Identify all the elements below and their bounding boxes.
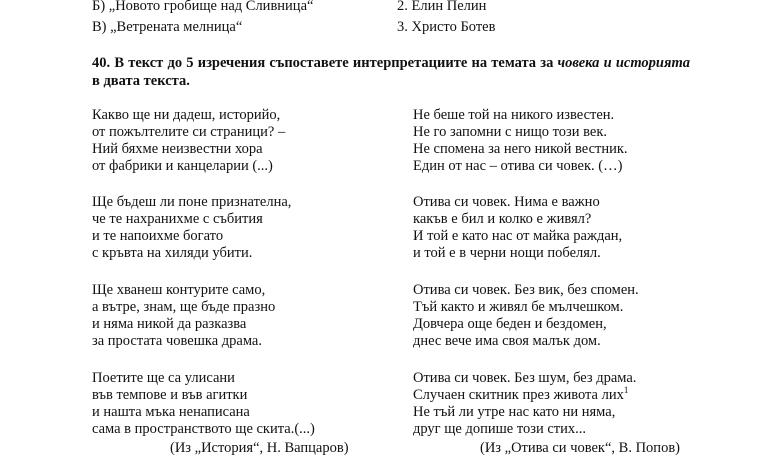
option-b: Б) „Новото гробище над Сливница“ <box>92 0 314 14</box>
poem-right-line <box>413 387 628 404</box>
poem-left-line: Поетите ще са улисани <box>92 370 235 386</box>
poem-left-line: във темпове и във агитки <box>92 387 248 403</box>
poem-left-line: Ний бяхме неизвестни хора <box>92 141 263 157</box>
poem-right-line: Не го запомни с нищо този век. <box>413 124 608 140</box>
poem-left-line: за простата човешка драма. <box>92 333 262 349</box>
poem-right-line: Не беше той на никого известен. <box>413 107 615 123</box>
poem-right-line: какъв е бил и колко е живял? <box>413 211 592 227</box>
poem-left-line: от пожълтелите си страници? – <box>92 124 286 140</box>
poem-left-line: а вътре, знам, ще бъде празно <box>92 299 276 315</box>
poem-right-line: Довчера още беден и бездомен, <box>413 316 607 332</box>
poem-left-source: (Из „История“, Н. Вапцаров) <box>170 440 349 456</box>
poem-right-line: Един от нас – отива си човек. (…) <box>413 158 623 174</box>
question-italic: човека и историята <box>557 55 690 71</box>
question-40 <box>92 54 690 90</box>
poem-right-source: (Из „Отива си човек“, В. Попов) <box>480 440 680 456</box>
poem-right-line: Отива си човек. Без вик, без спомен. <box>413 282 639 298</box>
poem-left-line: Какво ще ни дадеш, историйо, <box>92 107 281 123</box>
poem-left-line: от фабрики и канцеларии (...) <box>92 158 273 174</box>
poem-left-line: че те нахранихме с събития <box>92 211 263 227</box>
poem-left-line: Ще бъдеш ли поне признателна, <box>92 194 292 210</box>
poem-right-line: Тъй както и живял бе мълчешком. <box>413 299 624 315</box>
option-3: 3. Христо Ботев <box>397 19 496 35</box>
poem-left-line: и те напоихме богато <box>92 228 224 244</box>
poem-right-line: друг ще допише този стих... <box>413 421 587 437</box>
option-v: В) „Ветрената мелница“ <box>92 19 243 35</box>
option-2: 2. Елин Пелин <box>397 0 487 14</box>
poem-right-line: днес вече има своя малък дом. <box>413 333 601 349</box>
question-text: 40. В текст до 5 изречения съпоставете интерпретациите на темата за <box>92 55 554 71</box>
poem-right-line: Не тъй ли утре нас като ни няма, <box>413 404 616 420</box>
poem-right-line: И той е като нас от майка раждан, <box>413 228 623 244</box>
poem-right-line: Отива си човек. Без шум, без драма. <box>413 370 637 386</box>
poem-right-line: Не спомена за него никой вестник. <box>413 141 628 157</box>
poem-left-line: и няма никой да разказва <box>92 316 247 332</box>
poem-right-line: и той е в черни нощи побелял. <box>413 245 601 261</box>
poem-left-line: и нашта мъка ненаписана <box>92 404 250 420</box>
poem-left-line: с кръвта на хиляди убити. <box>92 245 253 261</box>
poem-right-line-text: Случаен скитник през живота лих <box>413 387 624 403</box>
question-ending: в двата текста. <box>92 73 190 89</box>
footnote-mark: 1 <box>623 385 629 396</box>
poem-left-line: Ще хванеш контурите само, <box>92 282 266 298</box>
poem-left-line: сама в пространството ще скита.(...) <box>92 421 315 437</box>
poem-right-line: Отива си човек. Нима е важно <box>413 194 600 210</box>
